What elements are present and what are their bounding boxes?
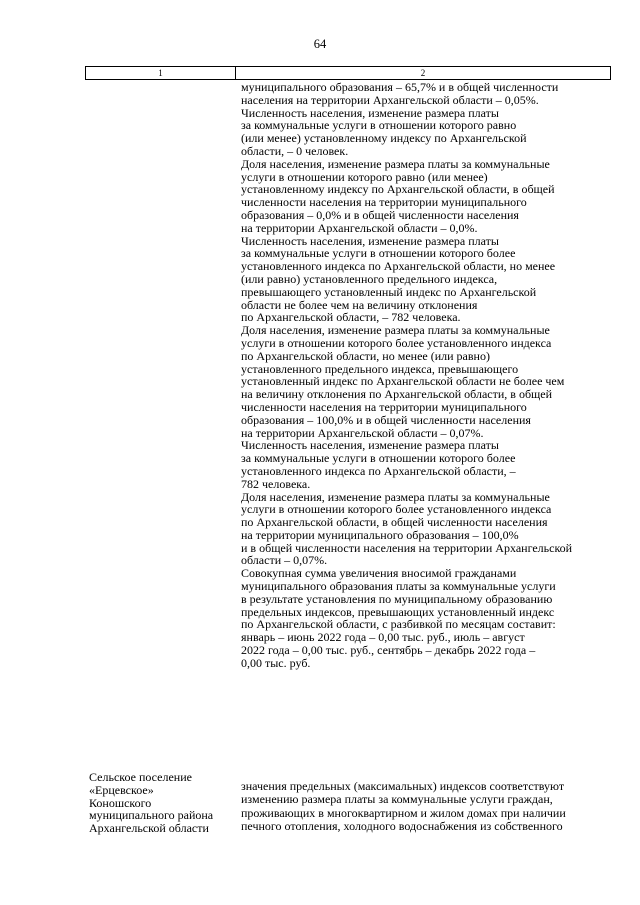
text-line: услуги в отношении которого более установленного индекса bbox=[241, 335, 552, 350]
text-line: (или менее) установленному индексу по Архангельской bbox=[241, 131, 527, 146]
text-line: значения предельных (максимальных) индексов соответствуют bbox=[241, 779, 565, 793]
text-line: печного отопления, холодного водоснабжения из собственного bbox=[241, 818, 563, 833]
text-line: на территории Архангельской области – 0,0%. bbox=[241, 220, 478, 235]
text-line: установленного предельного индекса, превышающего bbox=[241, 361, 519, 376]
text-line: Численность населения, изменение размера платы bbox=[241, 233, 499, 248]
municipality-line: «Ерцевское» bbox=[89, 782, 154, 797]
text-line: по Архангельской области, – 782 человека. bbox=[241, 310, 461, 325]
text-line: изменению размера платы за коммунальные услуги граждан, bbox=[241, 792, 553, 807]
text-line: Доля населения, изменение размера платы за коммунальные bbox=[241, 323, 550, 338]
municipality-line: муниципального района bbox=[89, 808, 214, 823]
text-line: образования – 0,0% и в общей численности населения bbox=[241, 207, 519, 222]
text-line: предельных индексов, превышающих установленный индекс bbox=[241, 604, 555, 619]
municipality-line: Коношского bbox=[89, 795, 152, 810]
text-line: проживающих в многоквартирном и жилом домах при наличии bbox=[241, 805, 566, 820]
text-line: образования – 100,0% и в общей численности населения bbox=[241, 412, 531, 427]
text-line: по Архангельской области, в общей численности населения bbox=[241, 515, 548, 530]
text-line: 2022 года – 0,00 тыс. руб., сентябрь – декабрь 2022 года – bbox=[241, 643, 536, 658]
text-line: по Архангельской области, с разбивкой по месяцам составит: bbox=[241, 617, 556, 632]
continuation-cell-text bbox=[241, 81, 609, 670]
text-line: превышающего установленный индекс по Архангельской bbox=[241, 284, 537, 299]
text-line: услуги в отношении которого равно (или менее) bbox=[241, 169, 488, 184]
text-line: муниципального образования – 65,7% и в общей численности bbox=[241, 80, 559, 94]
text-line: установленного индекса по Архангельской области, но менее bbox=[241, 259, 556, 274]
text-line: муниципального образования платы за коммунальные услуги bbox=[241, 579, 556, 594]
text-line: Численность населения, изменение размера платы bbox=[241, 438, 499, 453]
text-line: 0,00 тыс. руб. bbox=[241, 655, 311, 670]
text-line: установленный индекс по Архангельской области не более чем bbox=[241, 374, 565, 389]
page-number: 64 bbox=[313, 37, 327, 51]
text-line: области – 0,07%. bbox=[241, 553, 328, 568]
text-line: на величину отклонения по Архангельской области, в общей bbox=[241, 387, 553, 402]
municipality-name-cell bbox=[89, 771, 239, 835]
column-number-2: 2 bbox=[420, 68, 426, 78]
text-line: области не более чем на величину отклонения bbox=[241, 297, 478, 312]
text-line: за коммунальные услуги в отношении которого равно bbox=[241, 118, 517, 133]
municipality-line: Сельское поселение bbox=[89, 770, 192, 784]
text-line: январь – июнь 2022 года – 0,00 тыс. руб., июль – август bbox=[241, 630, 525, 645]
text-line: на территории Архангельской области – 0,07%. bbox=[241, 425, 484, 440]
text-line: 782 человека. bbox=[241, 476, 311, 491]
text-line: за коммунальные услуги в отношении которого более bbox=[241, 246, 516, 261]
text-line: в результате установления по муниципальному образованию bbox=[241, 591, 553, 606]
text-line: установленному индексу по Архангельской области, в общей bbox=[241, 182, 555, 197]
text-line: численности населения на территории муниципального bbox=[241, 195, 527, 210]
text-line: и в общей численности населения на территории Архангельской bbox=[241, 540, 573, 555]
column-number-1: 1 bbox=[86, 67, 236, 79]
text-line: на территории муниципального образования – 100,0% bbox=[241, 527, 519, 542]
text-line: установленного индекса по Архангельской области, – bbox=[241, 463, 516, 478]
text-line: Численность населения, изменение размера платы bbox=[241, 105, 499, 120]
table-header bbox=[85, 66, 611, 80]
text-line: Доля населения, изменение размера платы за коммунальные bbox=[241, 156, 550, 171]
text-line: по Архангельской области, но менее (или равно) bbox=[241, 348, 490, 363]
municipality-line: Архангельской области bbox=[89, 821, 209, 836]
text-line: численности населения на территории муниципального bbox=[241, 399, 527, 414]
text-line: Совокупная сумма увеличения вносимой гражданами bbox=[241, 566, 517, 581]
text-line: Доля населения, изменение размера платы за коммунальные bbox=[241, 489, 550, 504]
text-line: области, – 0 человек. bbox=[241, 143, 349, 158]
text-line: за коммунальные услуги в отношении которого более bbox=[241, 451, 516, 466]
indices-description-cell bbox=[241, 780, 609, 833]
text-line: (или равно) установленного предельного индекса, bbox=[241, 271, 498, 286]
text-line: населения на территории Архангельской области – 0,05%. bbox=[241, 92, 539, 107]
text-line: услуги в отношении которого более установленного индекса bbox=[241, 502, 552, 517]
